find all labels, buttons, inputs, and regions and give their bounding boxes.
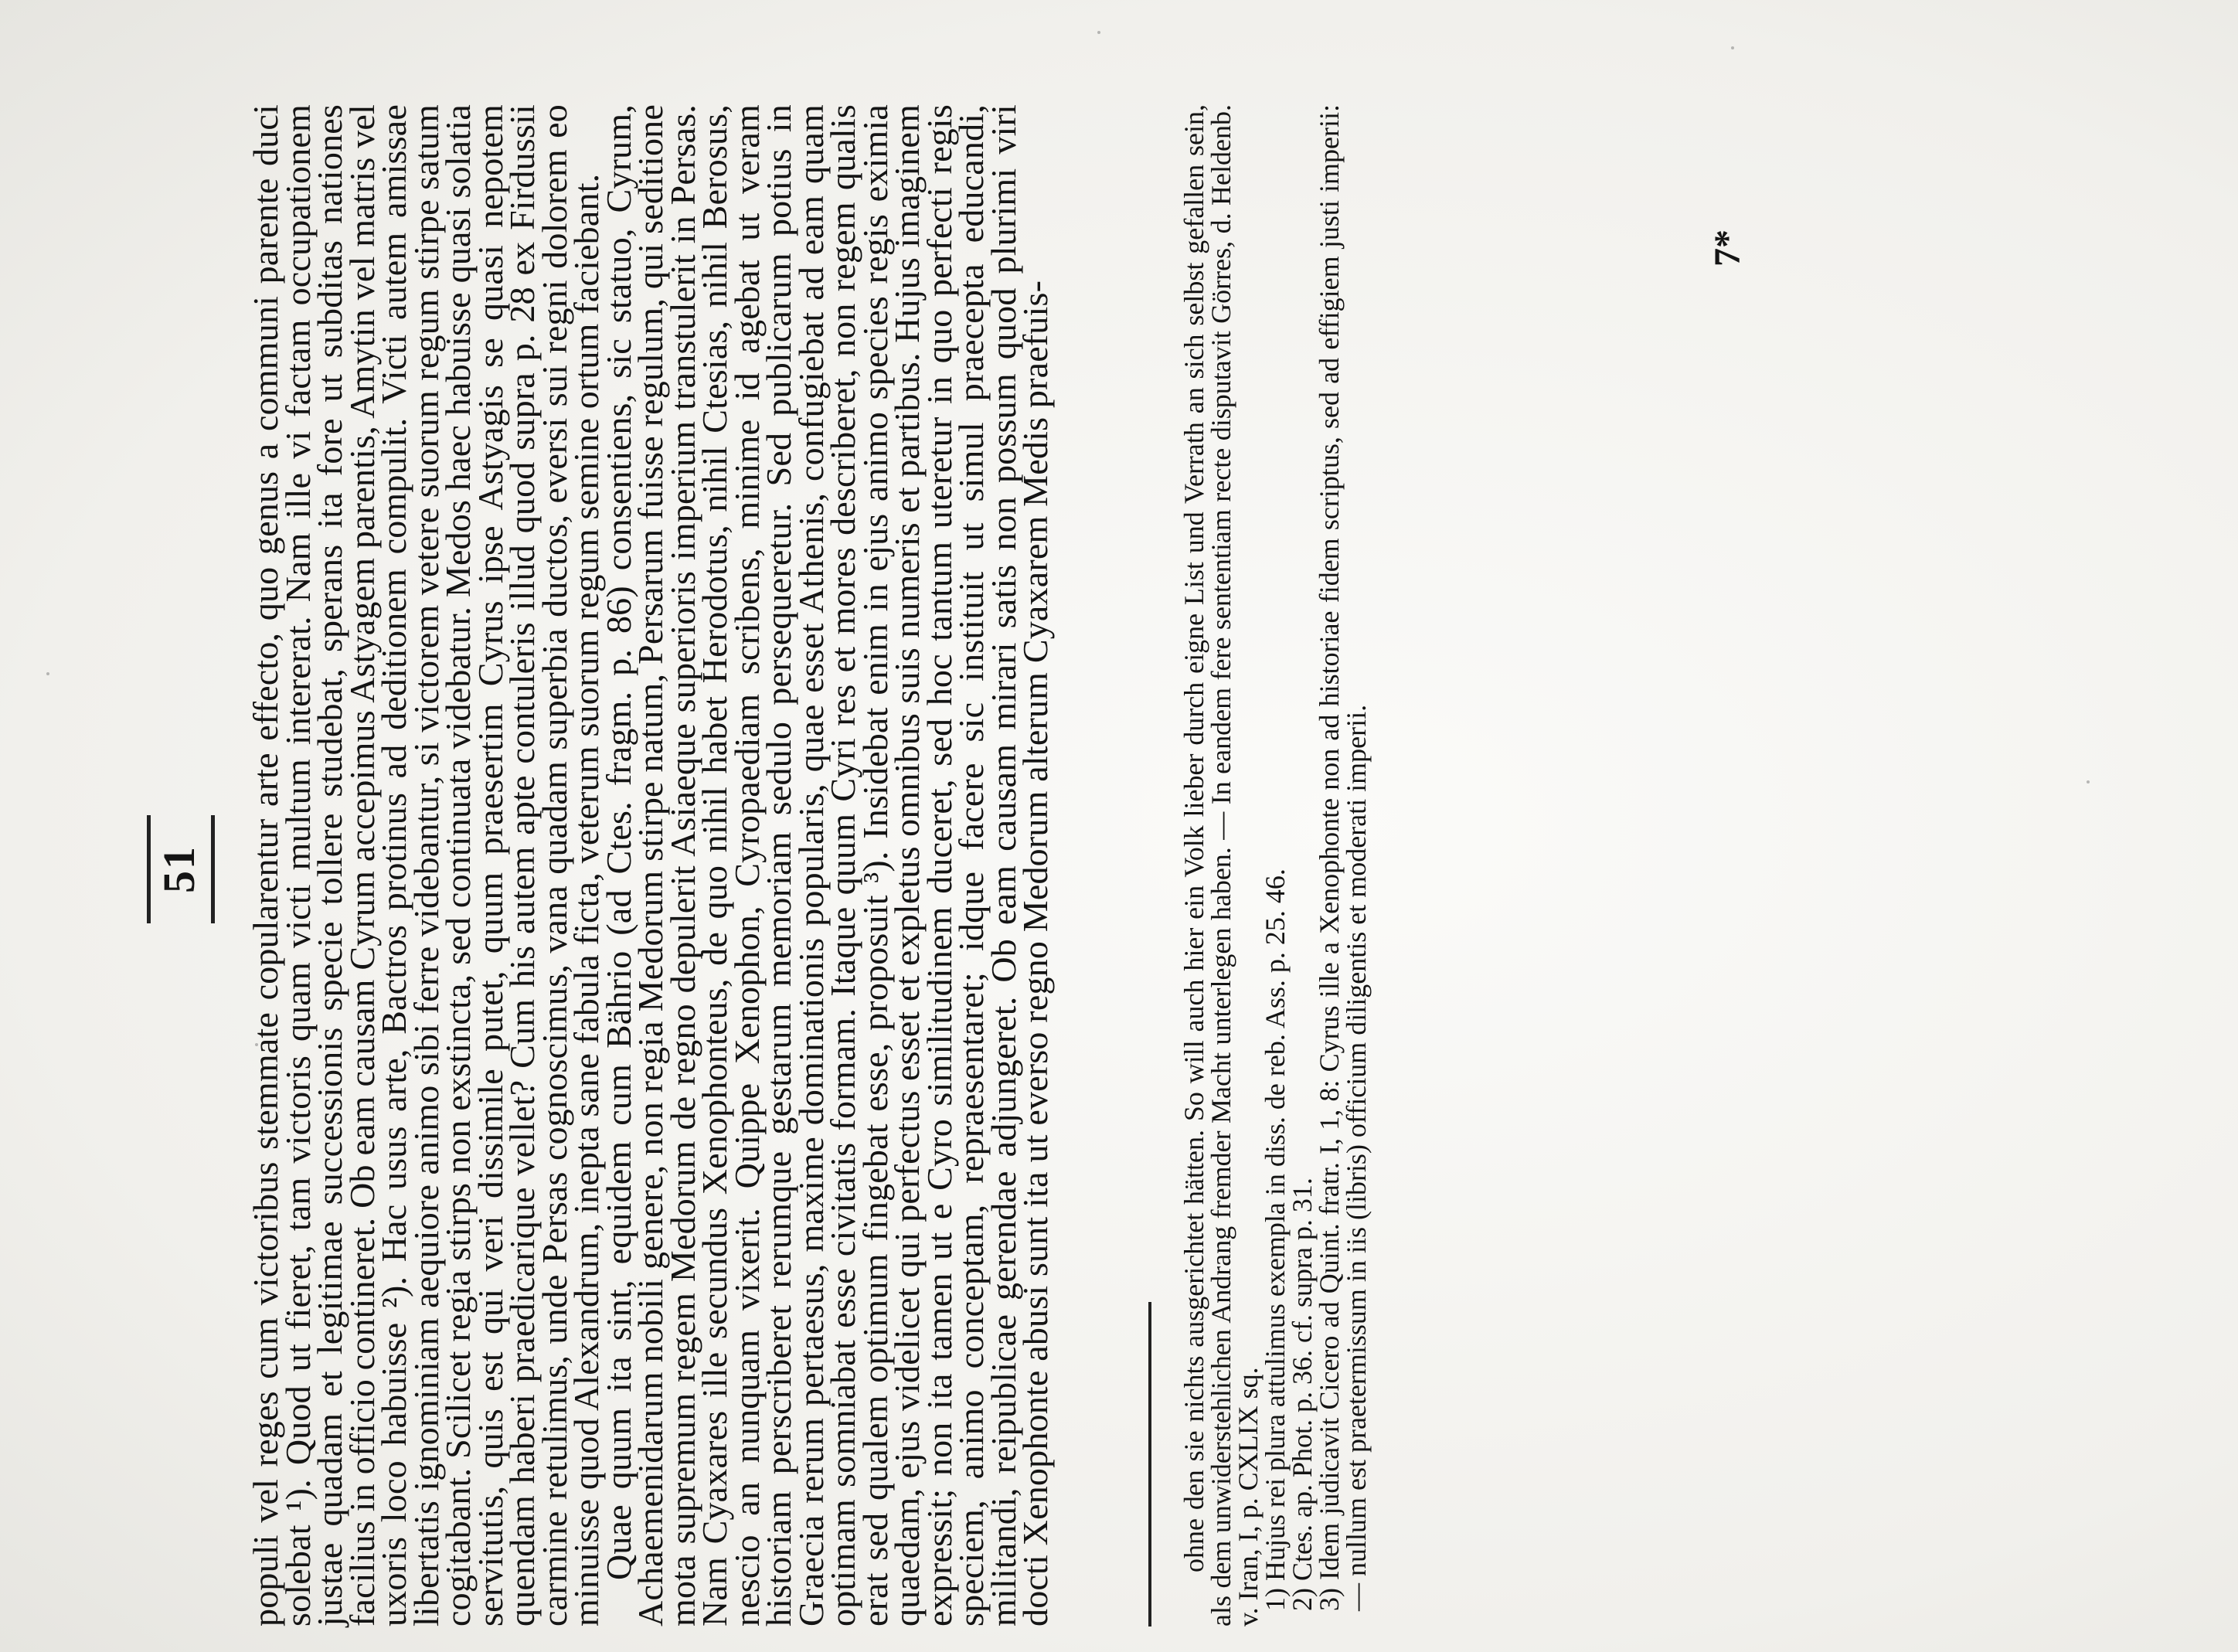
footnote: 1) Hujus rei plura attulimus exempla in diss. de reb. Ass. p. 25. 46. bbox=[1260, 868, 1291, 1611]
footnote-continuation: ohne den sie nichts ausgerichtet hätten. So will auch hier ein Volk lieber durch eigne List und Verrath an sich selbst gefallen sein, als dem unwiderstehlichen Andrang fremder Macht unterlegen haben. — In eandem fere sententiam recte disputavit Görres, d. Heldenb. v. Iran, I, p. CXLIX sq. bbox=[1179, 104, 1264, 1627]
footnotes bbox=[1181, 104, 1370, 1627]
dust-speck bbox=[1731, 46, 1734, 49]
rotated-book-page bbox=[130, 73, 2108, 1652]
main-text bbox=[246, 104, 1055, 1627]
page-number-rule-bottom bbox=[211, 815, 215, 923]
footnote-separator bbox=[1148, 1302, 1151, 1627]
dust-speck bbox=[46, 672, 49, 675]
signature-mark: 7* bbox=[1707, 229, 1748, 267]
paragraph: populi vel reges cum victoribus stemmate copularentur arte effecto, quo genus a communi parente duci solebat ¹). Quod ut fieret, tam victoris quam victi multum intererat. Nam ille vi factam occupationem justae quadam et legitimae successionis specie tollere studebat, sperans ita fore ut subditas nationes facilius in officio contineret. Ob eam causam Cyrum accepimus Astyagem parentis, Amytin vel matris vel uxoris loco habuisse ²). Hac usus arte, Bactros protinus ad deditionem compulit. Victi autem amissae libertatis ignominiam aequiore animo sibi ferre videbantur, si victorem vetere suorum regum stirpe satum cogitabant. Scilicet regia stirps non exstincta, sed continuata videbatur. Medos haec habuisse quasi solatia servitutis, quis est qui veri dissimile putet, quum praesertim Cyrus ipse Astyagis se quasi nepotem quendam haberi praedicarique vellet? Cum his autem apte contuleris illud quod supra p. 28 ex Firdussii carmine retulimus, unde Persas cognoscimus, vana quadam superbia ductos, eversi sui regni dolorem eo minuisse quod Alexandrum, inepta sane fabula ficta, veterum suorum regum semine ortum faciebant. bbox=[246, 104, 606, 1627]
page-number: 51 bbox=[154, 845, 204, 893]
footnote: 3) Idem judicavit Cicero ad Quint. fratr. I, 1, 8: Cyrus ille a Xenophonte non ad historiae fidem scriptus, sed ad effigiem justi imperii: — nullum est praetermissum in iis (libris) officium diligentis et moderati imperii. bbox=[1314, 104, 1372, 1611]
paragraph: Quae quum ita sint, equidem cum Bährio (ad Ctes. fragm. p. 86) consentiens, sic statuo, Cyrum, Achaemenidarum nobili genere, non regia Medorum stirpe natum, Persarum fuisse regulum, qui seditione mota supremum regem Medorum de regno depulerit Asiaeque superioris imperium transtulerit in Persas. Nam Cyaxares ille secundus Xenophonteus, de quo nihil habet Herodotus, nihil Ctesias, nihil Berosus, nescio an nunquam vixerit. Quippe Xenophon, Cyropaediam scribens, minime id agebat ut veram historiam perscriberet rerumque gestarum memoriam sedulo persequeretur. Sed publicarum potius in Graecia rerum pertaesus, maxime dominationis popularis, quae esset Athenis, confugiebat ad eam quam optimam somniabat esse civitatis formam. Itaque quum Cyri res et mores describeret, non regem qualis erat sed qualem optimum fingebat esse, proposuit ³). Insidebat enim in ejus animo species regis eximia quaedam, ejus videlicet qui perfectus esset et expletus omnibus suis numeris et partibus. Hujus imaginem expressit; non ita tamen ut e Cyro similitudinem duceret, sed hoc tantum uteretur in quo perfecti regis speciem, animo conceptam, repraesentaret; idque facere sic instituit ut simul praecepta educandi, militandi, reipublicae gerendae adjungeret. Ob eam causam mirari satis non possum quod plurimi viri docti Xenophonte abusi sunt ita ut everso regno Medorum alterum Cyaxarem Medis praefuis- bbox=[598, 104, 1055, 1627]
footnote: 2) Ctes. ap. Phot. p. 36. cf. supra p. 31. bbox=[1287, 1178, 1318, 1611]
dust-speck bbox=[1097, 31, 1100, 34]
page-number-rule-top bbox=[147, 815, 151, 923]
